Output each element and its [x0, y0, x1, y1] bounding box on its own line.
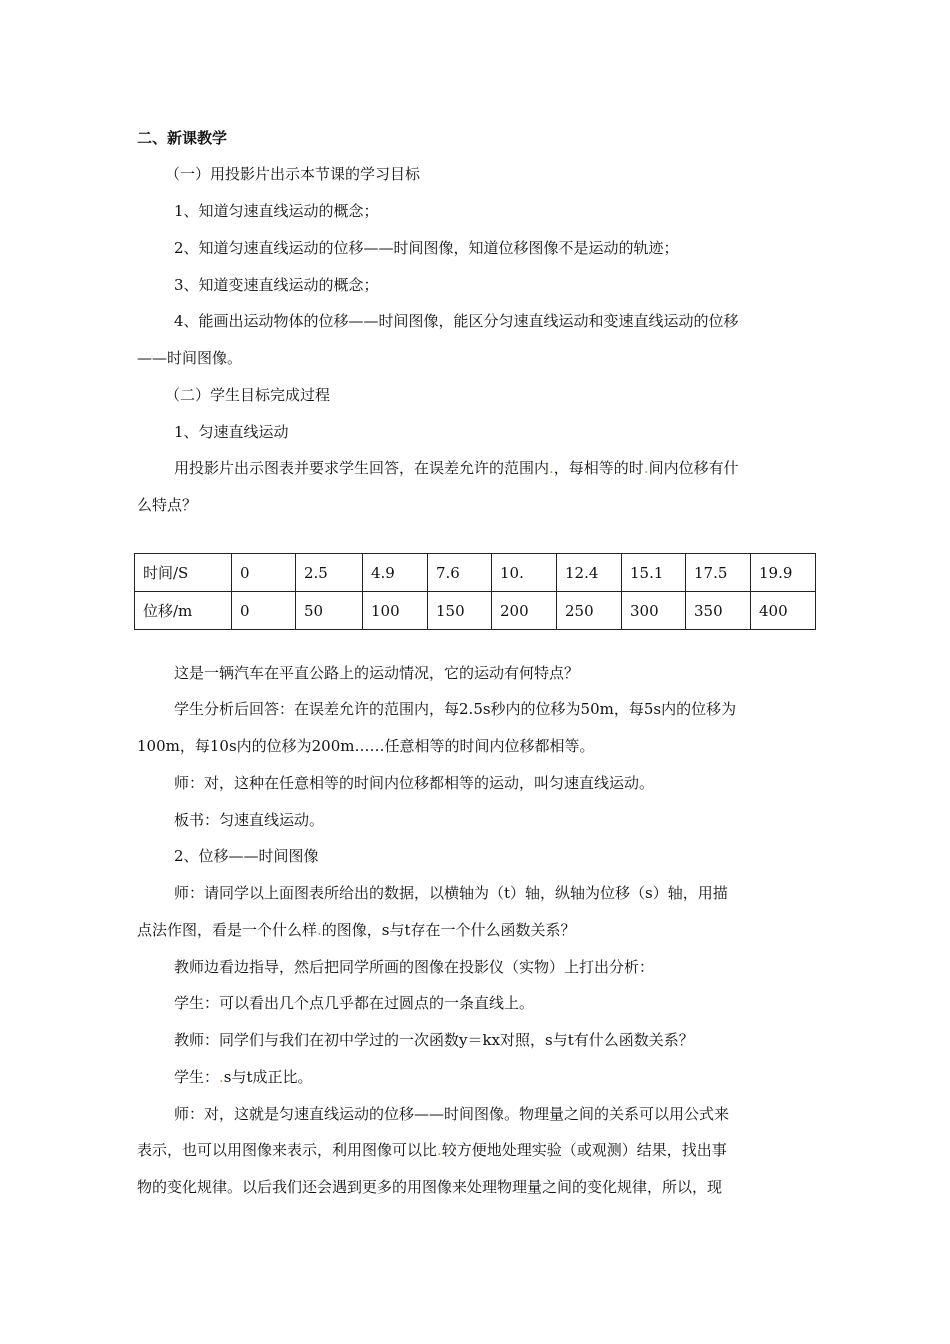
paragraph-6-line-1: 师：请同学以上面图表所给出的数据，以横轴为（t）轴，纵轴为位移（s）轴，用描	[174, 884, 728, 902]
paragraph-1-line-2: 么特点？	[137, 496, 198, 514]
subsection-2-title: （二）学生目标完成过程	[165, 386, 331, 404]
table-cell: 150	[428, 592, 492, 630]
paragraph-1-line-1	[174, 457, 739, 478]
subsection-1-title: （一）用投影片出示本节课的学习目标	[165, 165, 421, 183]
paragraph-3-line-2: 100m，每10s内的位移为200m……任意相等的时间内位移都相等。	[137, 737, 595, 755]
paragraph-11-line-2	[137, 1139, 727, 1160]
table-cell: 100	[363, 592, 428, 630]
data-table	[134, 553, 816, 630]
table-cell: 时间/S	[135, 554, 232, 592]
paragraph-4: 师：对，这种在任意相等的时间内位移都相等的运动，叫匀速直线运动。	[174, 774, 655, 792]
paragraph-text: 点法作图，看是一个什么样	[137, 921, 318, 939]
paragraph-text: 间内位移有什	[648, 459, 739, 477]
paragraph-10	[174, 1066, 313, 1087]
goal-3: 3、知道变速直线运动的概念；	[174, 276, 379, 294]
paragraph-11-line-3: 物的变化规律。以后我们还会遇到更多的用图像来处理物理量之间的变化规律，所以，现	[137, 1178, 723, 1196]
paragraph-text: ，每相等的时	[553, 459, 644, 477]
table-cell: 17.5	[686, 554, 751, 592]
stray-dot: .	[549, 459, 554, 477]
table-cell: 350	[686, 592, 751, 630]
goal-2: 2、知道匀速直线运动的位移——时间图像，知道位移图像不是运动的轨迹；	[174, 239, 679, 257]
table-cell: 400	[751, 592, 816, 630]
paragraph-text: 较方便地处理实验（或观测）结果，找出事	[441, 1141, 727, 1159]
goal-1: 1、知道匀速直线运动的概念；	[174, 202, 379, 220]
table-row-displacement	[135, 592, 816, 630]
paragraph-6-line-2	[137, 919, 576, 940]
paragraph-text: 的图像，s与t存在一个什么函数关系？	[321, 921, 576, 939]
part-1-title: 1、匀速直线运动	[174, 423, 289, 441]
paragraph-text: s与t成正比。	[223, 1068, 313, 1086]
paragraph-2: 这是一辆汽车在平直公路上的运动情况，它的运动有何特点？	[174, 664, 580, 682]
table-cell: 10.	[492, 554, 557, 592]
goal-4-line-2: ——时间图像。	[137, 349, 243, 367]
paragraph-5: 板书：匀速直线运动。	[174, 811, 325, 829]
paragraph-7: 教师边看边指导，然后把同学所画的图像在投影仪（实物）上打出分析：	[174, 958, 655, 976]
table-cell: 0	[232, 592, 296, 630]
table-cell: 7.6	[428, 554, 492, 592]
paragraph-11-line-1: 师：对，这就是匀速直线运动的位移——时间图像。物理量之间的关系可以用公式来	[174, 1105, 730, 1123]
table-cell: 200	[492, 592, 557, 630]
paragraph-text: 学生：	[174, 1068, 220, 1086]
table-cell: 位移/m	[135, 592, 232, 630]
paragraph-text: 用投影片出示图表并要求学生回答，在误差允许的范围内	[174, 459, 550, 477]
paragraph-9: 教师：同学们与我们在初中学过的一次函数y＝kx对照，s与t有什么函数关系？	[174, 1031, 694, 1049]
goal-4-line-1: 4、能画出运动物体的位移——时间图像，能区分匀速直线运动和变速直线运动的位移	[174, 312, 739, 330]
paragraph-8: 学生：可以看出几个点几乎都在过圆点的一条直线上。	[174, 994, 535, 1012]
section-title: 二、新课教学	[137, 129, 228, 147]
table-cell: 19.9	[751, 554, 816, 592]
stray-dot: .	[643, 459, 649, 477]
table-cell: 15.1	[622, 554, 686, 592]
table-cell: 0	[232, 554, 296, 592]
table-cell: 50	[296, 592, 363, 630]
table-cell: 4.9	[363, 554, 428, 592]
table-cell: 12.4	[557, 554, 622, 592]
table-row-time	[135, 554, 816, 592]
part-2-title: 2、位移——时间图像	[174, 847, 319, 865]
table-cell: 250	[557, 592, 622, 630]
stray-dot: .	[219, 1068, 224, 1086]
paragraph-3-line-1: 学生分析后回答：在误差允许的范围内，每2.5s秒内的位移为50m，每5s内的位移为	[174, 700, 737, 718]
stray-dot: .	[437, 1141, 442, 1159]
table-cell: 300	[622, 592, 686, 630]
stray-dot: .	[317, 921, 322, 939]
paragraph-text: 表示，也可以用图像来表示，利用图像可以比	[137, 1141, 438, 1159]
table-cell: 2.5	[296, 554, 363, 592]
